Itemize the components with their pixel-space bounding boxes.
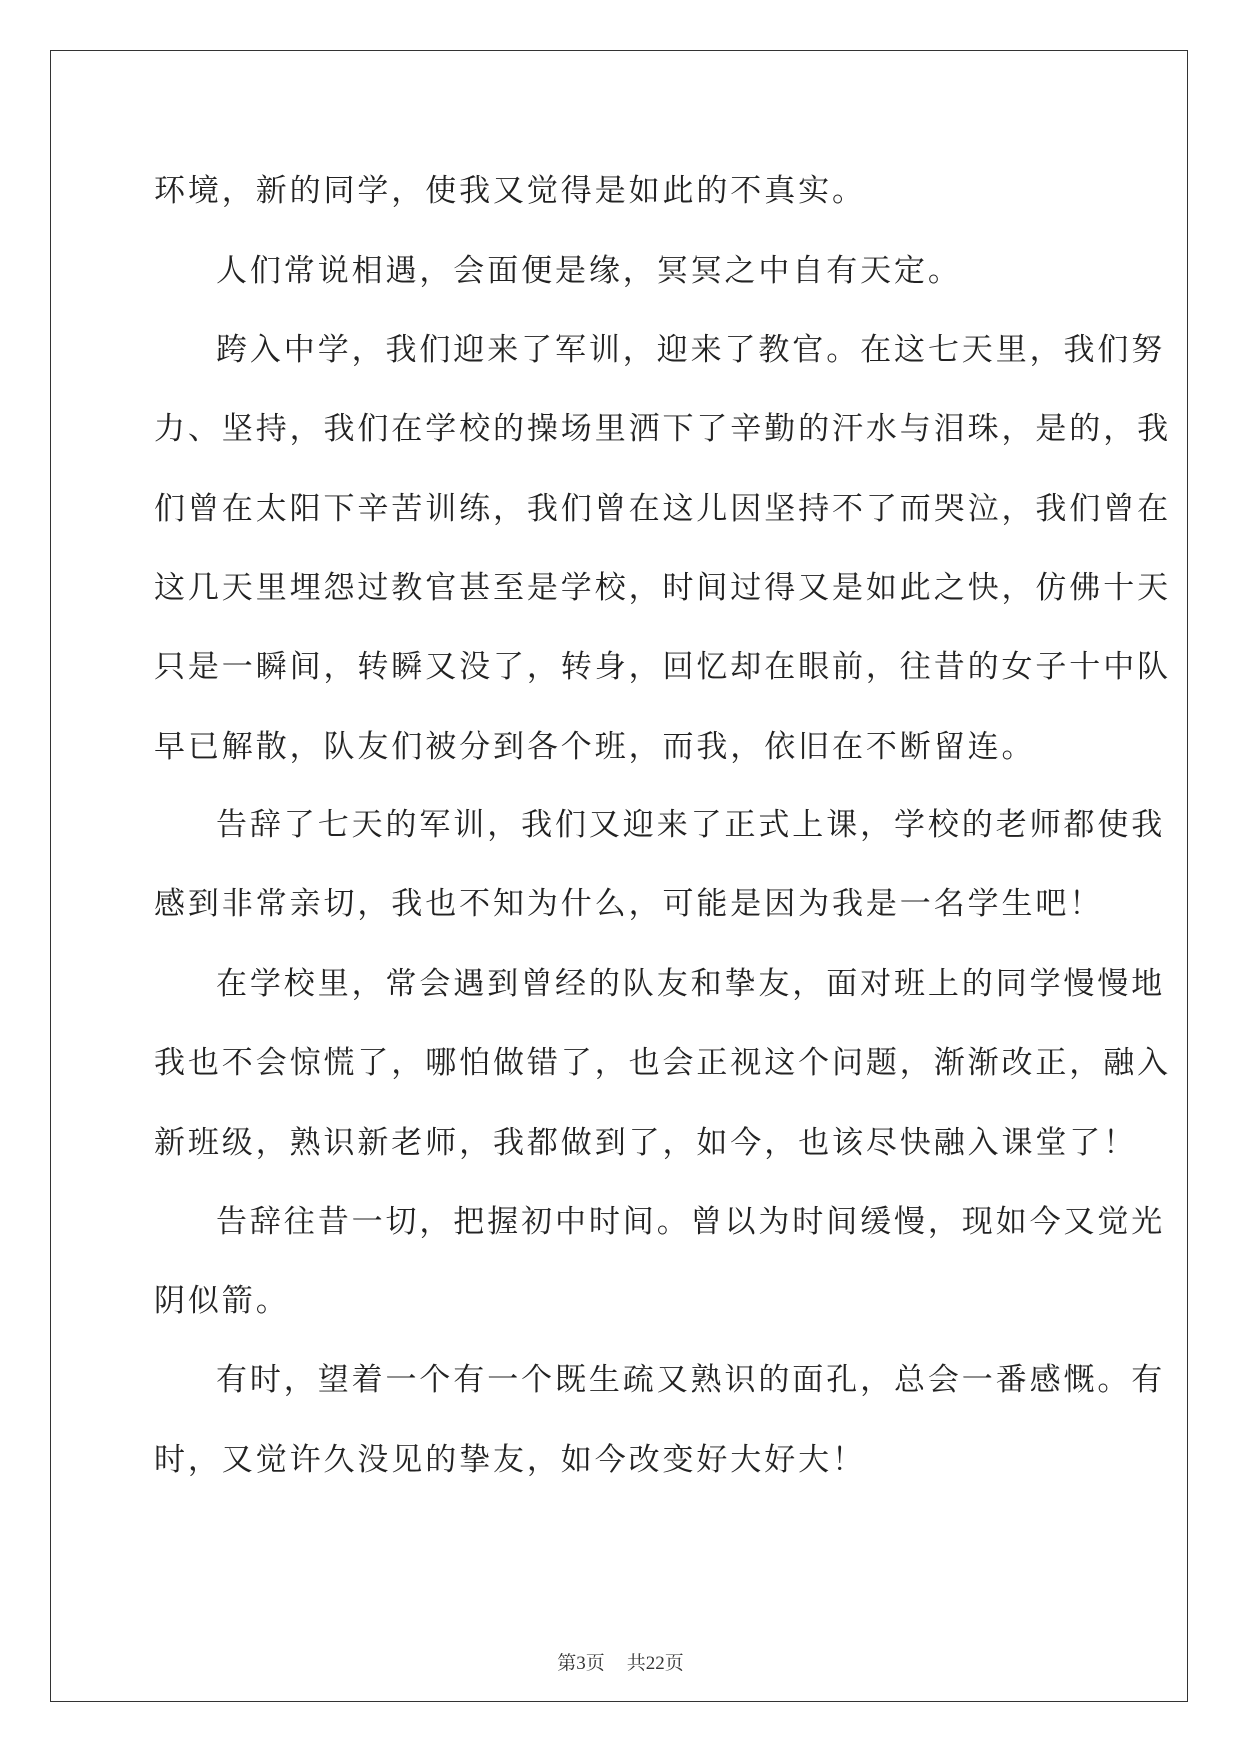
paragraph-line: 力、坚持，我们在学校的操场里洒下了辛勤的汗水与泪珠，是的，我: [154, 411, 1171, 447]
paragraph-line: 环境，新的同学，使我又觉得是如此的不真实。: [154, 173, 866, 209]
paragraph-line: 人们常说相遇，会面便是缘，冥冥之中自有天定。: [216, 253, 962, 289]
paragraph-line: 时，又觉许久没见的挚友，如今改变好大好大！: [154, 1442, 866, 1478]
paragraph-line: 告辞了七天的军训，我们又迎来了正式上课，学校的老师都使我: [216, 807, 1166, 843]
paragraph-line: 有时，望着一个有一个既生疏又熟识的面孔，总会一番感慨。有: [216, 1362, 1166, 1398]
paragraph-line: 感到非常亲切，我也不知为什么，可能是因为我是一名学生吧！: [154, 886, 1104, 922]
page-number: 第3页: [557, 1653, 605, 1674]
paragraph-line: 新班级，熟识新老师，我都做到了，如今，也该尽快融入课堂了！: [154, 1125, 1138, 1161]
paragraph-line: 我也不会惊慌了，哪怕做错了，也会正视这个问题，渐渐改正，融入: [154, 1045, 1171, 1081]
paragraph-line: 在学校里，常会遇到曾经的队友和挚友，面对班上的同学慢慢地: [216, 966, 1166, 1002]
paragraph-line: 阴似箭。: [154, 1283, 290, 1319]
paragraph-line: 跨入中学，我们迎来了军训，迎来了教官。在这七天里，我们努: [216, 332, 1166, 368]
paragraph-line: 告辞往昔一切，把握初中时间。曾以为时间缓慢，现如今又觉光: [216, 1204, 1166, 1240]
paragraph-line: 这几天里埋怨过教官甚至是学校，时间过得又是如此之快，仿佛十天: [154, 570, 1171, 606]
page-total: 共22页: [626, 1653, 684, 1674]
paragraph-line: 们曾在太阳下辛苦训练，我们曾在这儿因坚持不了而哭泣，我们曾在: [154, 491, 1171, 527]
page-footer: [0, 1648, 1241, 1675]
paragraph-line: 早已解散，队友们被分到各个班，而我，依旧在不断留连。: [154, 729, 1036, 765]
paragraph-line: 只是一瞬间，转瞬又没了，转身，回忆却在眼前，往昔的女子十中队: [154, 649, 1171, 685]
